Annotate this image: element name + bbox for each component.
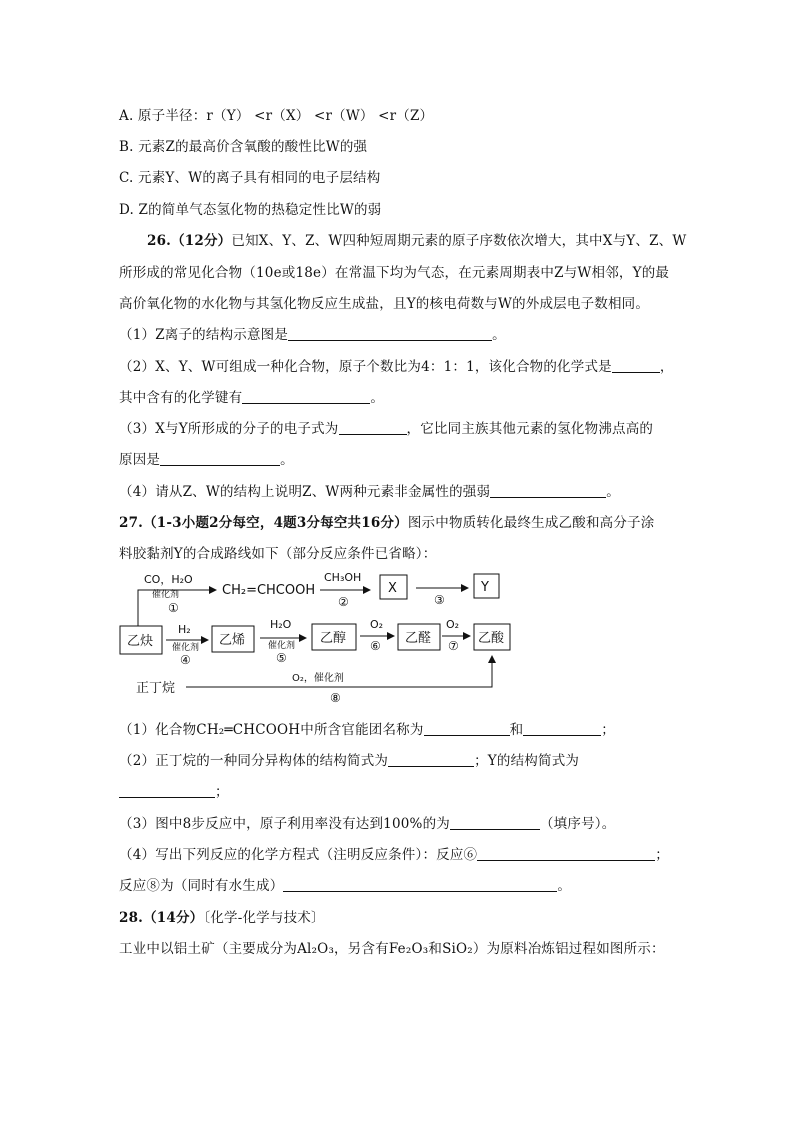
- r4-reagent: H₂: [178, 623, 191, 636]
- q26-part3-text: （3）X与Y所形成的分子的电子式为: [119, 421, 339, 437]
- option-c: C. 元素Y、W的离子具有相同的电子层结构: [119, 170, 381, 186]
- q26-heading: 26.（12分）: [147, 233, 232, 249]
- q26-part4-text: （4）请从Z、W的结构上说明Z、W两种元素非金属性的强弱: [119, 484, 491, 500]
- punct: 。: [492, 327, 506, 343]
- q27-part3-text: （3）图中8步反应中，原子利用率没有达到100%的为: [119, 816, 450, 832]
- q27-part1-text: （1）化合物CH₂═CHCOOH中所含官能团名称为: [119, 722, 424, 738]
- punct: 。: [370, 390, 385, 406]
- r5-number: ⑤: [276, 651, 287, 665]
- q27-part1-and: 和: [509, 722, 524, 738]
- q26-part4: [119, 480, 620, 500]
- r7-reagent: O₂: [446, 618, 460, 631]
- r2-number: ②: [338, 595, 349, 609]
- q27-line2: 料胶黏剂Y的合成路线如下（部分反应条件已省略）：: [119, 546, 437, 562]
- punct: ；: [655, 847, 669, 863]
- q28-heading: 28.（14分）: [119, 910, 204, 926]
- r1-reagent: CO，H₂O: [144, 573, 193, 586]
- answer-blank[interactable]: [242, 389, 370, 404]
- q26-line1: [147, 229, 686, 249]
- q26-part3b-text: 原因是: [119, 452, 161, 468]
- punct: ；: [601, 722, 615, 738]
- q26-part2b-text: 其中含有的化学键有: [119, 390, 243, 406]
- answer-blank[interactable]: [339, 420, 407, 435]
- r1-catalyst: 催化剂: [152, 590, 180, 600]
- r8-reagent: O₂，催化剂: [292, 673, 344, 684]
- q26-part2-text: （2）X、Y、W可组成一种化合物，原子个数比为4：1：1，该化合物的化学式是: [119, 359, 612, 375]
- answer-blank[interactable]: [160, 451, 280, 466]
- q27-heading: 27.（1-3小题2分每空，4题3分每空共16分）: [119, 515, 408, 531]
- answer-blank[interactable]: [119, 783, 215, 798]
- compound-y: Y: [481, 580, 489, 595]
- q26-part2b: [119, 386, 384, 406]
- r6-reagent: O₂: [370, 618, 384, 631]
- r4-number: ④: [180, 653, 191, 667]
- option-a: A. 原子半径：r（Y） <r（X） <r（W） <r（Z）: [119, 108, 434, 124]
- q27-part4b-text: 反应⑧为（同时有水生成）: [119, 878, 284, 894]
- compound-x: X: [388, 581, 397, 596]
- r4-catalyst: 催化剂: [172, 643, 200, 653]
- q28-line1: 工业中以铝土矿（主要成分为Al₂O₃，另含有Fe₂O₃和SiO₂）为原料冶炼铝过程如图所示：: [119, 941, 665, 957]
- q27-part2-text: （2）正丁烷的一种同分异构体的结构简式为: [119, 753, 389, 769]
- answer-blank[interactable]: [288, 326, 492, 341]
- acetylene: 乙炔: [127, 634, 154, 649]
- answer-blank[interactable]: [523, 721, 601, 736]
- r5-catalyst: 催化剂: [268, 641, 296, 651]
- q26-line2: 所形成的常见化合物（10e或18e）在常温下均为气态，在元素周期表中Z与W相邻，Y的最: [119, 265, 670, 281]
- ethylene: 乙烯: [219, 633, 246, 648]
- n-butane: 正丁烷: [136, 681, 176, 696]
- q26-part3a: [119, 417, 653, 437]
- answer-blank[interactable]: [490, 483, 606, 498]
- answer-blank[interactable]: [450, 815, 540, 830]
- q26-part3-text-end: ，它比同主族其他元素的氢化物沸点高的: [406, 421, 654, 437]
- option-b: B. 元素Z的最高价含氧酸的酸性比W的强: [119, 139, 368, 155]
- q27-part3-text-end: （填序号）。: [539, 816, 616, 832]
- punct: 。: [606, 484, 620, 500]
- r6-number: ⑥: [370, 639, 381, 653]
- q27-line1: [119, 511, 654, 531]
- q27-part4b: [119, 874, 571, 894]
- punct: 。: [557, 878, 572, 894]
- acrylic-acid: CH₂=CHCOOH: [222, 583, 316, 598]
- acetaldehyde: 乙醛: [405, 631, 432, 646]
- option-d: D. Z的简单气态氢化物的热稳定性比W的弱: [119, 202, 382, 218]
- q26-line3: 高价氧化物的水化物与其氢化物反应生成盐，且Y的核电荷数与W的外成层电子数相同。: [119, 296, 650, 312]
- answer-blank[interactable]: [612, 358, 660, 373]
- q28-subject: 〔化学-化学与技术〕: [203, 910, 325, 926]
- punct: ；: [215, 784, 229, 800]
- answer-blank[interactable]: [477, 846, 655, 861]
- q27-part4-text: （4）写出下列反应的化学方程式（注明反应条件）：反应⑥: [119, 847, 478, 863]
- q27-part2-text-b: ；Y的结构简式为: [474, 753, 580, 769]
- r2-reagent: CH₃OH: [324, 571, 362, 584]
- q27-part4a: [119, 843, 669, 863]
- answer-blank[interactable]: [388, 752, 474, 767]
- synthesis-route-diagram: [116, 566, 516, 706]
- acetic-acid: 乙酸: [478, 631, 505, 646]
- q26-part3b: [119, 448, 294, 468]
- q28-heading-line: [119, 906, 325, 926]
- punct: ，: [659, 359, 674, 375]
- q27-part1: [119, 718, 615, 738]
- r7-number: ⑦: [448, 639, 459, 653]
- q26-part2a: [119, 355, 674, 375]
- q27-part3: [119, 812, 615, 832]
- ethanol: 乙醇: [320, 631, 347, 646]
- punct: 。: [280, 452, 294, 468]
- q27-part2b: [119, 780, 229, 800]
- q26-text-1: 已知X、Y、Z、W四种短周期元素的原子序数依次增大，其中X与Y、Z、W: [231, 233, 687, 249]
- q26-part1: [119, 323, 506, 343]
- q26-part1-text: （1）Z离子的结构示意图是: [119, 327, 289, 343]
- answer-blank[interactable]: [424, 721, 510, 736]
- r1-number: ①: [168, 601, 179, 615]
- r5-reagent: H₂O: [270, 618, 292, 631]
- q27-part2a: [119, 749, 579, 769]
- answer-blank[interactable]: [283, 877, 557, 892]
- r8-number: ⑧: [330, 691, 341, 705]
- r3-number: ③: [434, 593, 445, 607]
- q27-text-1: 图示中物质转化最终生成乙酸和高分子涂: [407, 515, 655, 531]
